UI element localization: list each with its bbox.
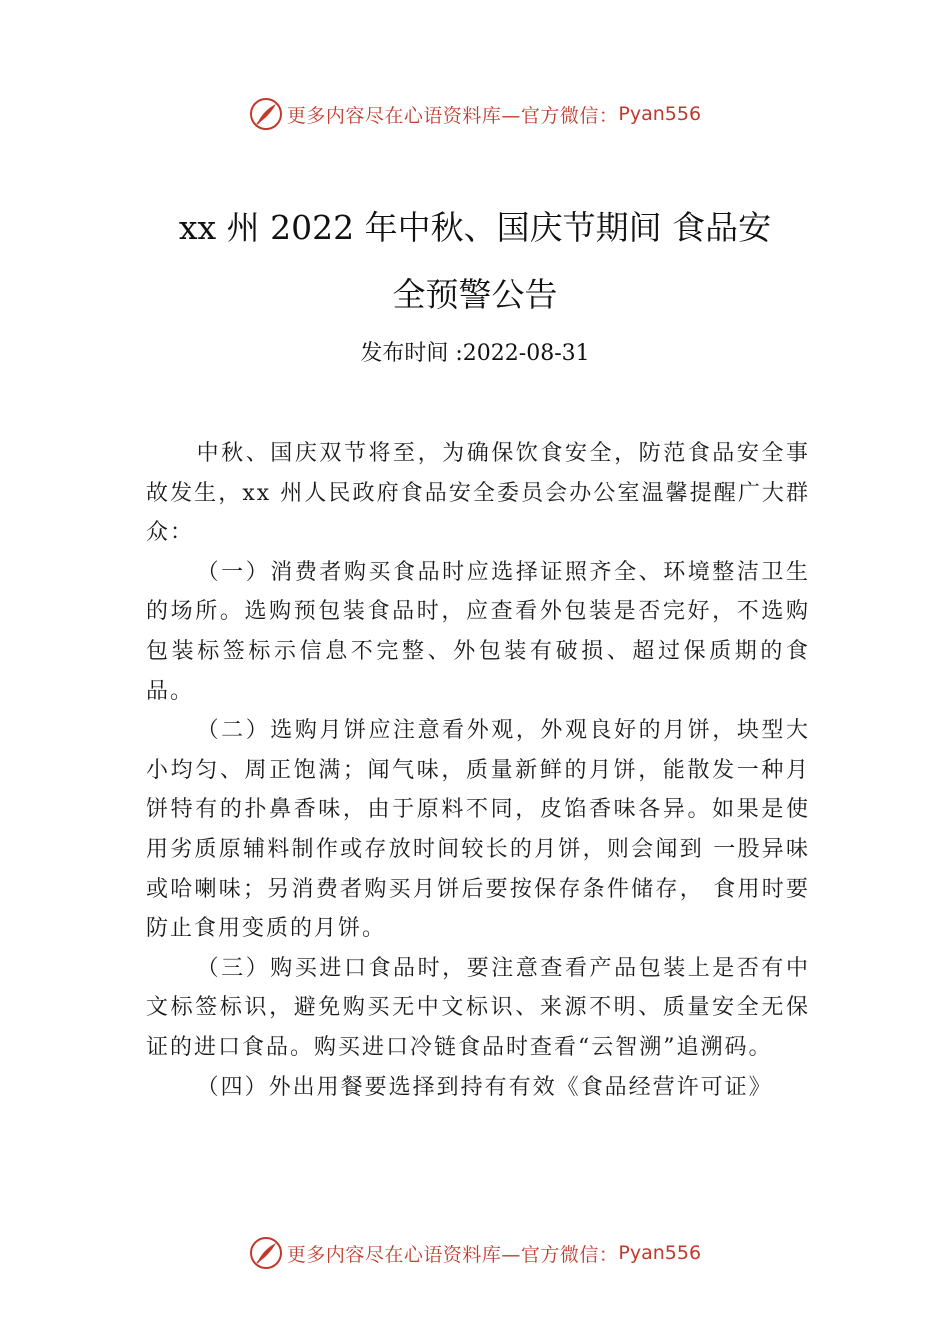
paragraph-item-1: （一）消费者购买食品时应选择证照齐全、环境整洁卫生的场所。选购预包装食品时，应查看外包装是否完好，不选购包装标签标示信息不完整、外包装有破损、超过保质期的食品。 (146, 559, 810, 704)
document-title-line1: xx 州 2022 年中秋、国庆节期间 食品安 (178, 208, 772, 247)
watermark-contact: Pyan556 (618, 1242, 702, 1264)
publish-date: 发布时间 :2022-08-31 (360, 341, 590, 366)
watermark-text: 更多内容尽在心语资料库—官方微信： (286, 1243, 619, 1266)
document-body (146, 434, 810, 1107)
feather-pen-icon (249, 1236, 283, 1270)
watermark-text: 更多内容尽在心语资料库—官方微信： (286, 104, 619, 127)
paragraph-item-4: （四）外出用餐要选择到持有有效《食品经营许可证》 (196, 1074, 773, 1100)
document-title-line2: 全预警公告 (392, 275, 558, 314)
paragraph-item-3: （三）购买进口食品时，要注意查看产品包装上是否有中文标签标识，避免购买无中文标识、来源不明、质量安全无保证的进口食品。购买进口冷链食品时查看“云智溯”追溯码。 (146, 955, 810, 1060)
watermark-banner-bottom (0, 1233, 950, 1273)
watermark-contact: Pyan556 (618, 103, 702, 125)
watermark-banner-top (0, 94, 950, 134)
paragraph-item-2: （二）选购月饼应注意看外观，外观良好的月饼，块型大小均匀、周正饱满；闻气味，质量新鲜的月饼，能散发一种月饼特有的扑鼻香味，由于原料不同，皮馅香味各异。如果是使用劣质原辅料制作或存放时间较长的月饼，则会闻到 一股异味或哈喇味；另消费者购买月饼后要按保存条件储存， 食用时要防止食用变质的月饼。 (146, 718, 810, 942)
paragraph-intro: 中秋、国庆双节将至，为确保饮食安全，防范食品安全事故发生，xx 州人民政府食品安全委员会办公室温馨提醒广大群众： (146, 441, 810, 546)
feather-pen-icon (249, 97, 283, 131)
